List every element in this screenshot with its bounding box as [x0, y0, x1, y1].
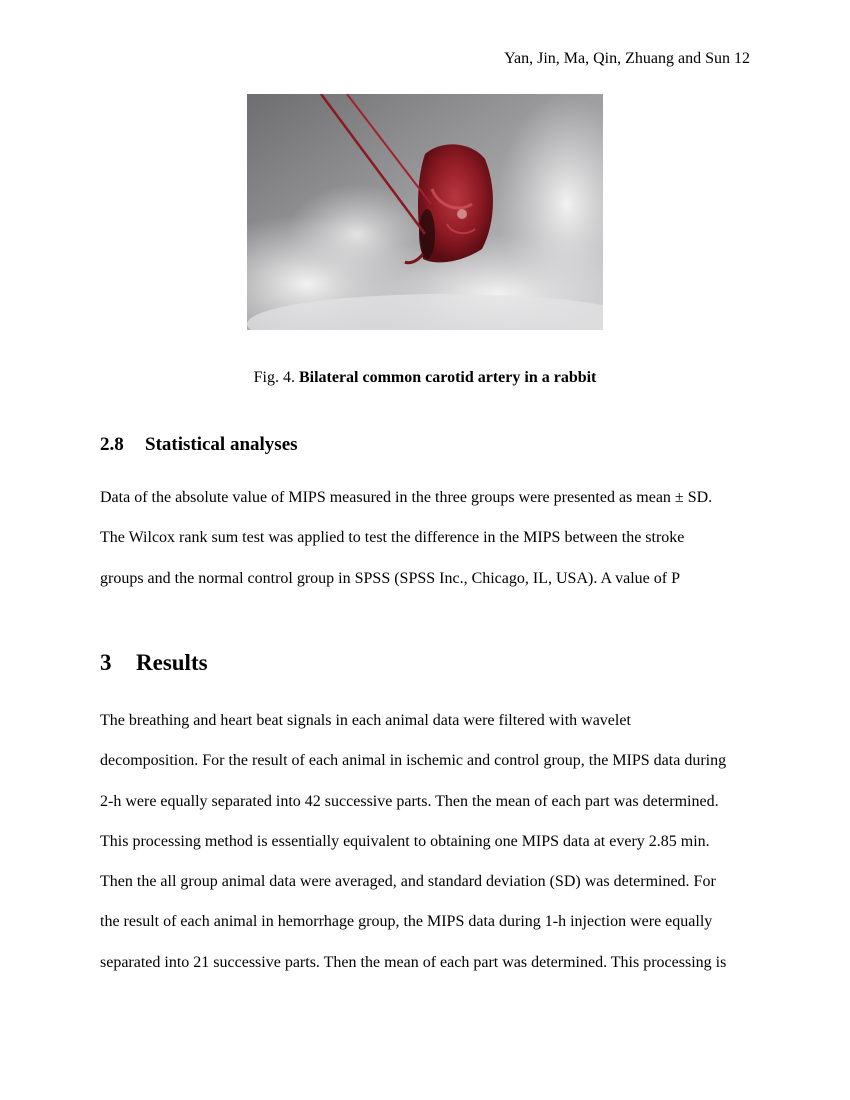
section-title: Statistical analyses: [145, 434, 298, 455]
figure-title: Bilateral common carotid artery in a rabbit: [298, 369, 597, 386]
running-header: Yan, Jin, Ma, Qin, Zhuang and Sun 12: [504, 50, 750, 67]
section-heading-2-8: [100, 433, 298, 457]
paragraph-line: the result of each animal in hemorrhage group, the MIPS data during 1-h injection were equally: [100, 913, 713, 931]
paragraph-line: Then the all group animal data were averaged, and standard deviation (SD) was determined. For: [100, 873, 716, 891]
figure-photo: [247, 94, 603, 330]
results-paragraph: [100, 711, 760, 993]
statistical-analyses-paragraph: [100, 488, 760, 609]
paragraph-line: The Wilcox rank sum test was applied to test the difference in the MIPS between the stroke: [100, 529, 685, 547]
paragraph-line: 2-h were equally separated into 42 successive parts. Then the mean of each part was determined.: [100, 792, 719, 810]
section-number: 3: [100, 650, 112, 675]
paragraph-line: separated into 21 successive parts. Then the mean of each part was determined. This processing is: [100, 953, 727, 971]
paragraph-line: This processing method is essentially equivalent to obtaining one MIPS data at every 2.85 min.: [100, 832, 710, 850]
figure-label: Fig. 4.: [253, 369, 295, 386]
paragraph-line: groups and the normal control group in SPSS (SPSS Inc., Chicago, IL, USA). A value of P: [100, 569, 680, 587]
figure-caption: [0, 368, 850, 388]
section-heading-3: [100, 648, 208, 678]
paragraph-line: decomposition. For the result of each animal in ischemic and control group, the MIPS data during: [100, 752, 727, 770]
paragraph-line: Data of the absolute value of MIPS measured in the three groups were presented as mean ± SD.: [100, 489, 713, 506]
section-number: 2.8: [100, 434, 124, 455]
section-title: Results: [136, 650, 208, 675]
paragraph-line: The breathing and heart beat signals in each animal data were filtered with wavelet: [100, 712, 631, 729]
rabbit-surgery-photo: [247, 94, 603, 330]
